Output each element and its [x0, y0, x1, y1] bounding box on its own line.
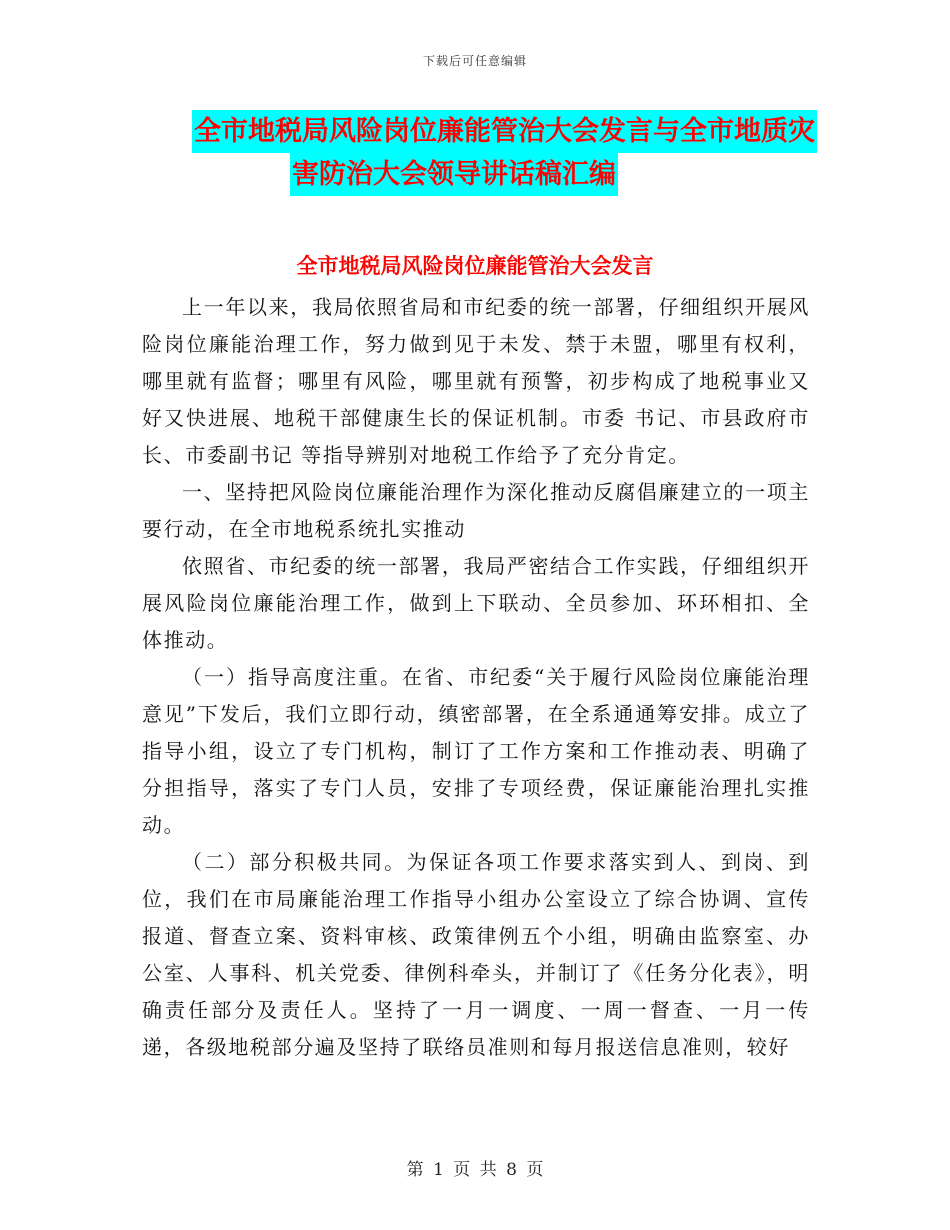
paragraph: （一）指导高度注重。在省、市纪委“关于履行风险岗位廉能治理意见”下发后，我们立即行动，缜密部署，在全系通通筹安排。成立了指导小组，设立了专门机构，制订了工作方案和工作推动表、明确了分担指导，落实了专门人员，安排了专项经费，保证廉能治理扎实推动。 — [142, 665, 810, 837]
paragraph: 上一年以来，我局依照省局和市纪委的统一部署，仔细组织开展风险岗位廉能治理工作，努力做到见于未发、禁于未盟，哪里有权利，哪里就有监督；哪里有风险，哪里就有预警，初步构成了地税事业又好又快进展、地税干部健康生长的保证机制。市委 书记、市县政府市长、市委副书记 等指导辨别对地税工作给予了充分肯定。 — [142, 295, 810, 467]
body-text — [142, 289, 810, 1066]
document-title-line-2: 害防治大会领导讲话稿汇编 — [290, 153, 618, 196]
page-header-note: 下载后可任意编辑 — [422, 54, 527, 68]
paragraph: 依照省、市纪委的统一部署，我局严密结合工作实践，仔细组织开展风险岗位廉能治理工作，做到上下联动、全员参加、环环相扣、全体推动。 — [142, 554, 810, 652]
paragraph: 一、坚持把风险岗位廉能治理作为深化推动反腐倡廉建立的一项主要行动，在全市地税系统扎实推动 — [142, 480, 810, 541]
section-title: 全市地税局风险岗位廉能管治大会发言 — [296, 254, 654, 278]
document-title-line-1: 全市地税局风险岗位廉能管治大会发言与全市地质灾 — [192, 110, 817, 153]
document-title — [192, 110, 815, 196]
paragraph: （二）部分积极共同。为保证各项工作要求落实到人、到岗、到位，我们在市局廉能治理工作指导小组办公室设立了综合协调、宣传报道、督查立案、资料审核、政策律例五个小组，明确由监察室、办公室、人事科、机关党委、律例科牵头，并制订了《任务分化表》，明确责任部分及责任人。坚持了一月一调度、一周一督查、一月一传递，各级地税部分遍及坚持了联络员准则和每月报送信息准则，较好 — [142, 850, 810, 1059]
page-footer: 第 1 页 共 8 页 — [406, 1160, 544, 1180]
